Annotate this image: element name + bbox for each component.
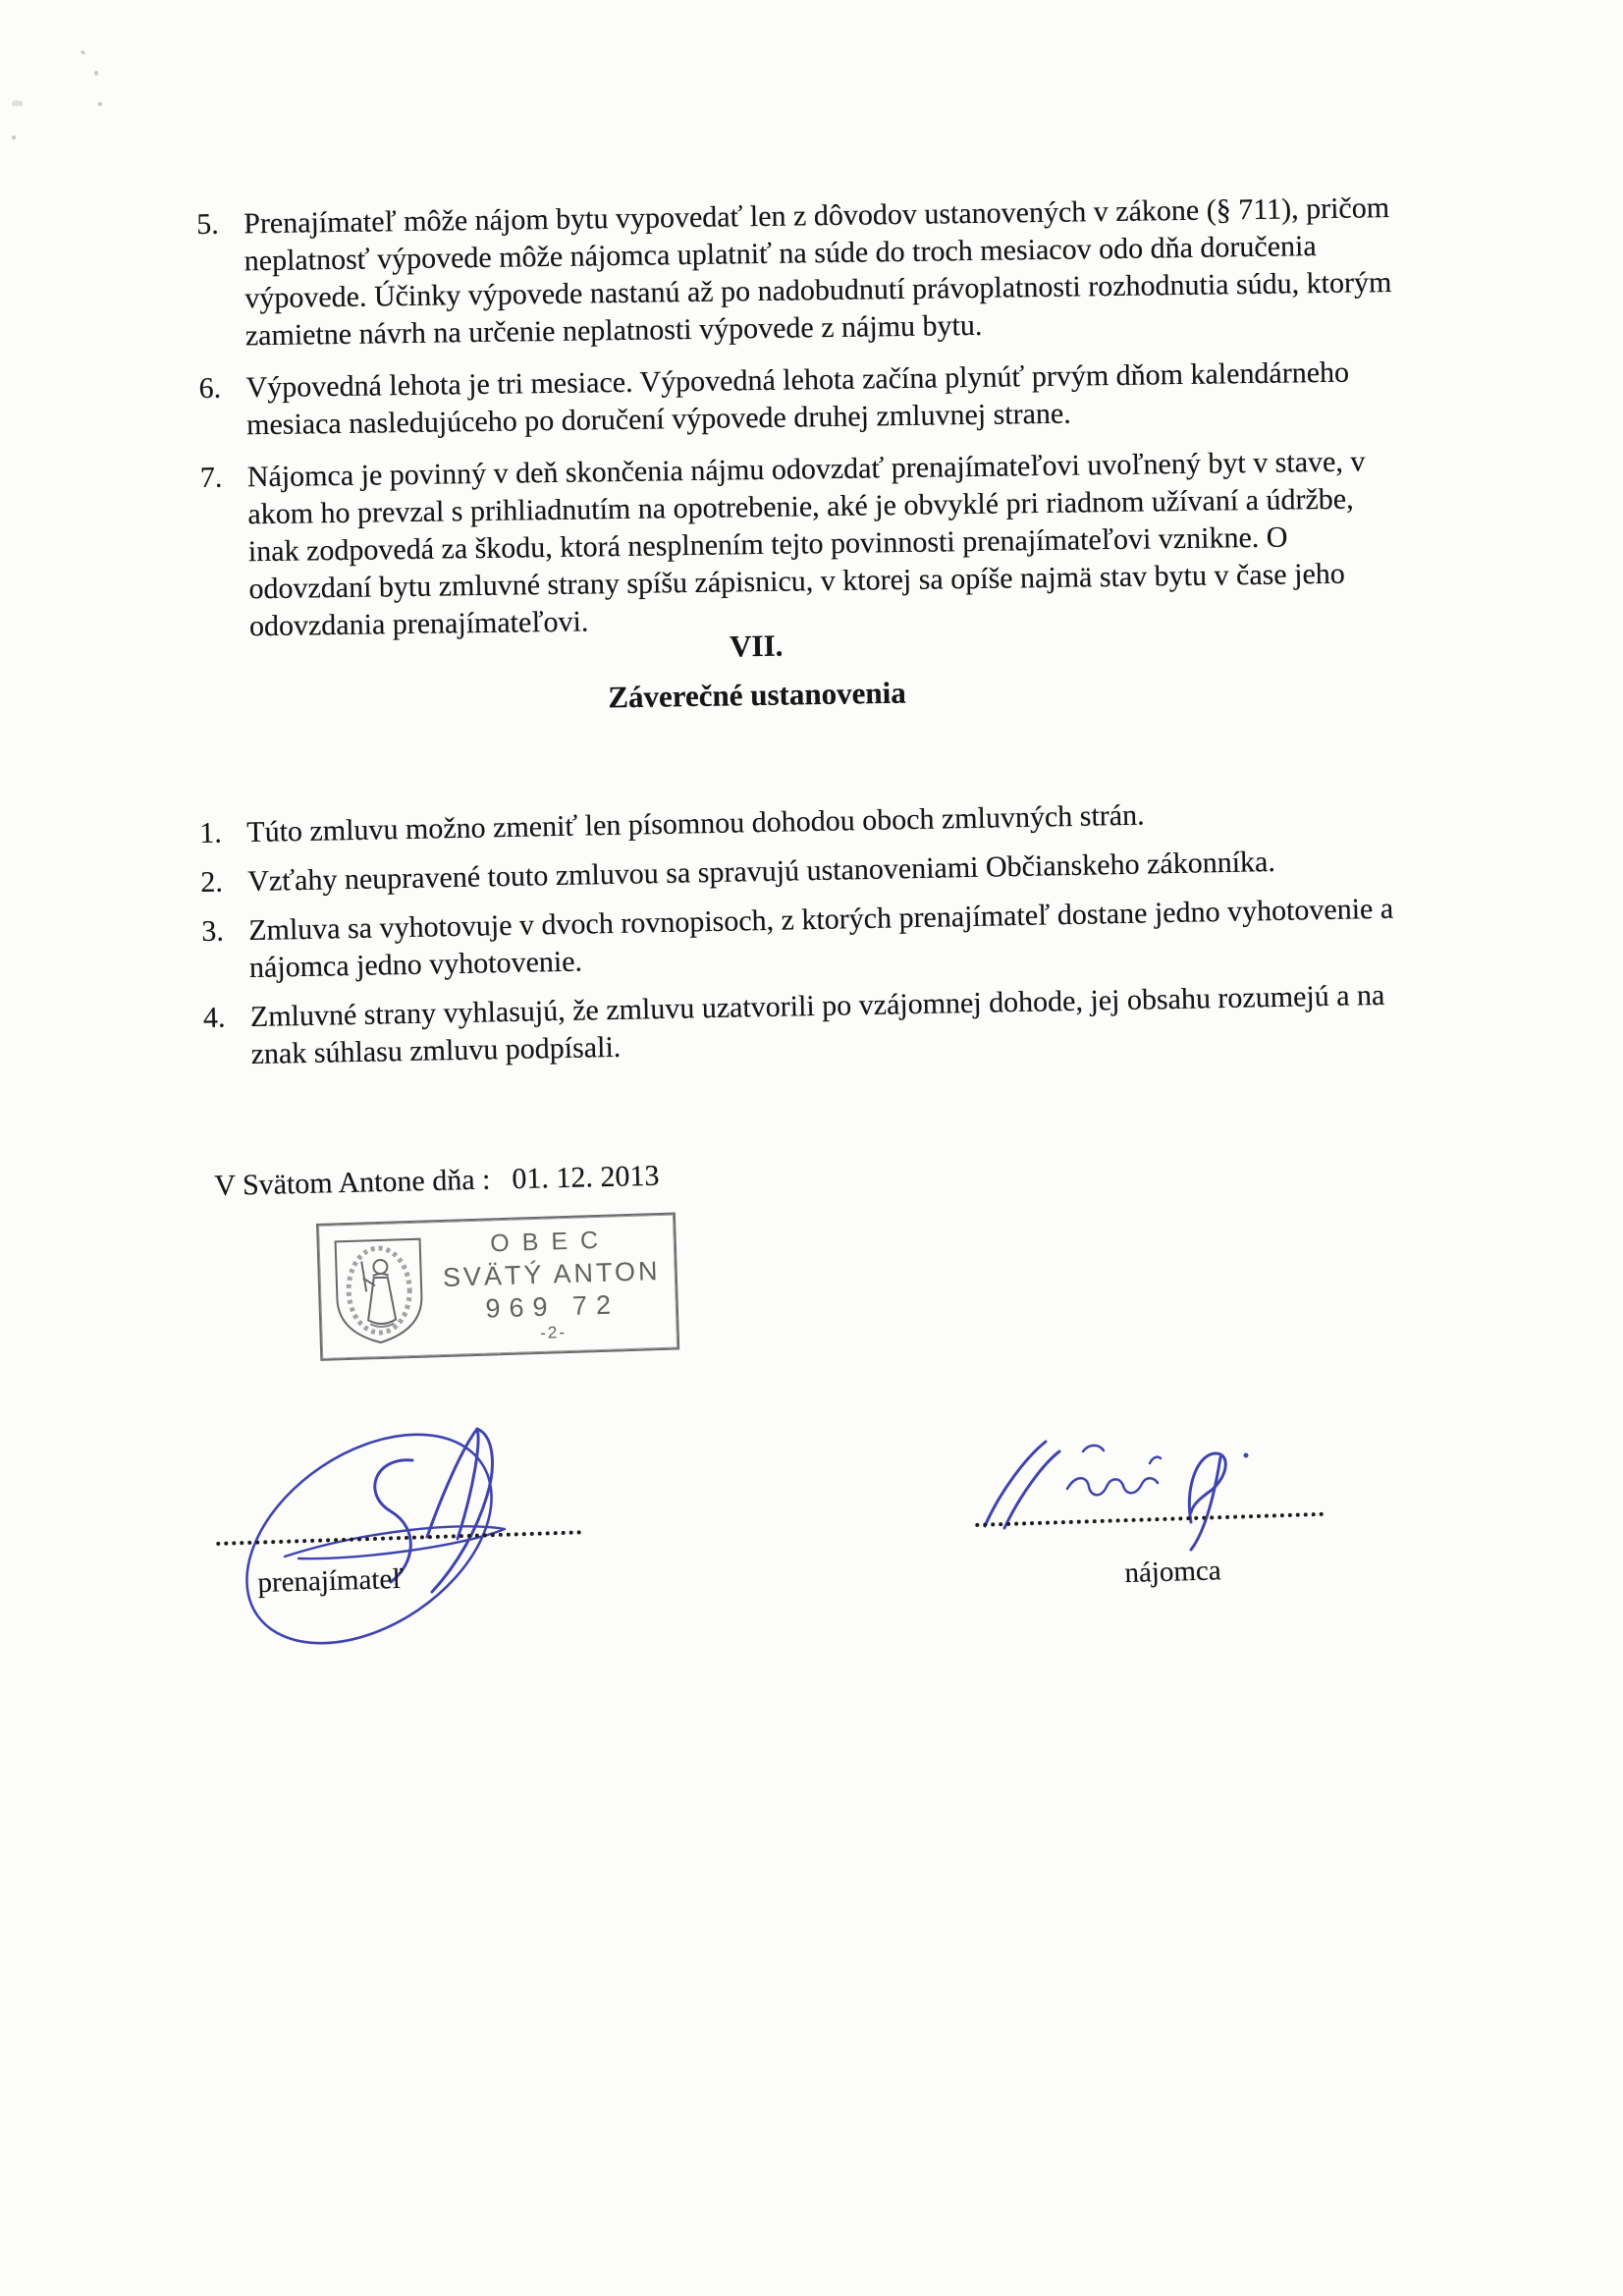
- text-line: odovzdaní bytu zmluvné strany spíšu zápisnicu, v ktorej sa opíše najmä stav bytu v čase jeho: [248, 557, 1345, 606]
- text-line: neplatnosť výpovede môže nájomca uplatniť na súde do troch mesiacov odo dňa doručenia: [243, 230, 1317, 278]
- section-numeral: VII.: [729, 628, 784, 664]
- tenant-signature-ink: [957, 1426, 1350, 1558]
- list-item: [201, 890, 1449, 988]
- list-item-text: [245, 353, 1446, 444]
- scan-speck: [12, 136, 16, 139]
- text-line: Prenajímateľ môže nájom bytu vypovedať len z dôvodov ustanovených v zákone (§ 711), pričom: [243, 191, 1390, 241]
- stamp-line-number: -2-: [539, 1322, 568, 1342]
- landlord-signature-ink: [226, 1399, 550, 1694]
- list-item-text: [243, 189, 1445, 355]
- list-item: [198, 353, 1446, 445]
- list-item-number: 3.: [200, 914, 225, 948]
- stamp-text: [426, 1226, 676, 1344]
- dateline-date: 01. 12. 2013: [512, 1159, 660, 1196]
- text-line: Výpovedná lehota je tri mesiace. Výpovedná lehota začína plynúť prvým dňom kalendárneho: [245, 355, 1350, 405]
- text-line: odovzdania prenajímateľovi.: [248, 605, 589, 643]
- list-item-text: [250, 976, 1451, 1073]
- text-line: znak súhlasu zmluvu podpísali.: [250, 1030, 622, 1071]
- tenant-label: nájomca: [1124, 1555, 1222, 1589]
- stamp-line-town: SVÄTÝ ANTON: [442, 1255, 661, 1292]
- scan-speck: [12, 100, 23, 106]
- text-line: Nájomca je povinný v deň skončenia nájmu odovzdať prenajímateľovi uvoľnený byt v stave, v: [246, 445, 1366, 494]
- scan-speck: [81, 50, 86, 56]
- text-line: zamietne návrh na určenie neplatnosti výpovede z nájmu bytu.: [244, 308, 983, 353]
- list-item: [196, 189, 1445, 355]
- text-line: výpovede. Účinky výpovede nastanú až po nadobudnutí právoplatnosti rozhodnutia súdu, ktorým: [244, 266, 1392, 315]
- list-item-number: 4.: [202, 1001, 226, 1034]
- list-item-number: 5.: [196, 207, 219, 241]
- dateline-place: V Svätom Antone dňa :: [214, 1163, 491, 1202]
- text-line: inak zodpovedá za škodu, ktorá nesplnením tejto povinnosti prenajímateľovi vznikne. O: [247, 520, 1288, 569]
- list-item-number: 1.: [199, 816, 223, 849]
- text-line: Vzťahy neupravené touto zmluvou sa spravujú ustanoveniami Občianskeho zákonníka.: [246, 845, 1276, 899]
- section-heading: [196, 619, 1317, 723]
- section-title: Záverečné ustanovenia: [608, 675, 906, 715]
- list-item: [203, 976, 1451, 1074]
- list-item: [200, 442, 1450, 646]
- list-item-number: 2.: [199, 865, 224, 899]
- text-line: mesiaca nasledujúceho po doručení výpovede druhej zmluvnej strane.: [245, 397, 1071, 442]
- text-line: nájomca jedno vyhotovenie.: [248, 945, 583, 985]
- stamp-coat-of-arms-icon: [328, 1232, 430, 1348]
- scan-speck: [98, 102, 102, 106]
- dateline: [214, 1160, 660, 1203]
- list-item-text: [248, 890, 1449, 987]
- stamp-line-zip: 969 72: [485, 1288, 621, 1324]
- list-item-number: 7.: [199, 461, 223, 494]
- list-item-text: [247, 442, 1450, 645]
- text-line: Túto zmluvu možno zmeniť len písomnou dohodou oboch zmluvných strán.: [246, 798, 1145, 849]
- final-provisions-list: [199, 792, 1451, 1089]
- list-item-text: [247, 841, 1448, 901]
- list-item-number: 6.: [198, 371, 222, 405]
- clauses-5-7: [196, 189, 1449, 661]
- stamp-line-obec: OBEC: [489, 1226, 612, 1257]
- text-line: akom ho prevzal s prihliadnutím na opotrebenie, aké je obvyklé pri riadnom užívaní a údržbe,: [247, 482, 1354, 531]
- municipal-stamp: [316, 1213, 679, 1361]
- scan-speck: [94, 71, 98, 76]
- landlord-label: prenajímateľ: [257, 1562, 405, 1599]
- text-line: Zmluva sa vyhotovuje v dvoch rovnopisoch, z ktorých prenajímateľ dostane jedno vyhotovenie a: [247, 892, 1394, 948]
- list-item-text: [246, 792, 1447, 851]
- text-line: Zmluvné strany vyhlasujú, že zmluvu uzatvorili po vzájomnej dohode, jej obsahu rozumejú a na: [249, 978, 1385, 1034]
